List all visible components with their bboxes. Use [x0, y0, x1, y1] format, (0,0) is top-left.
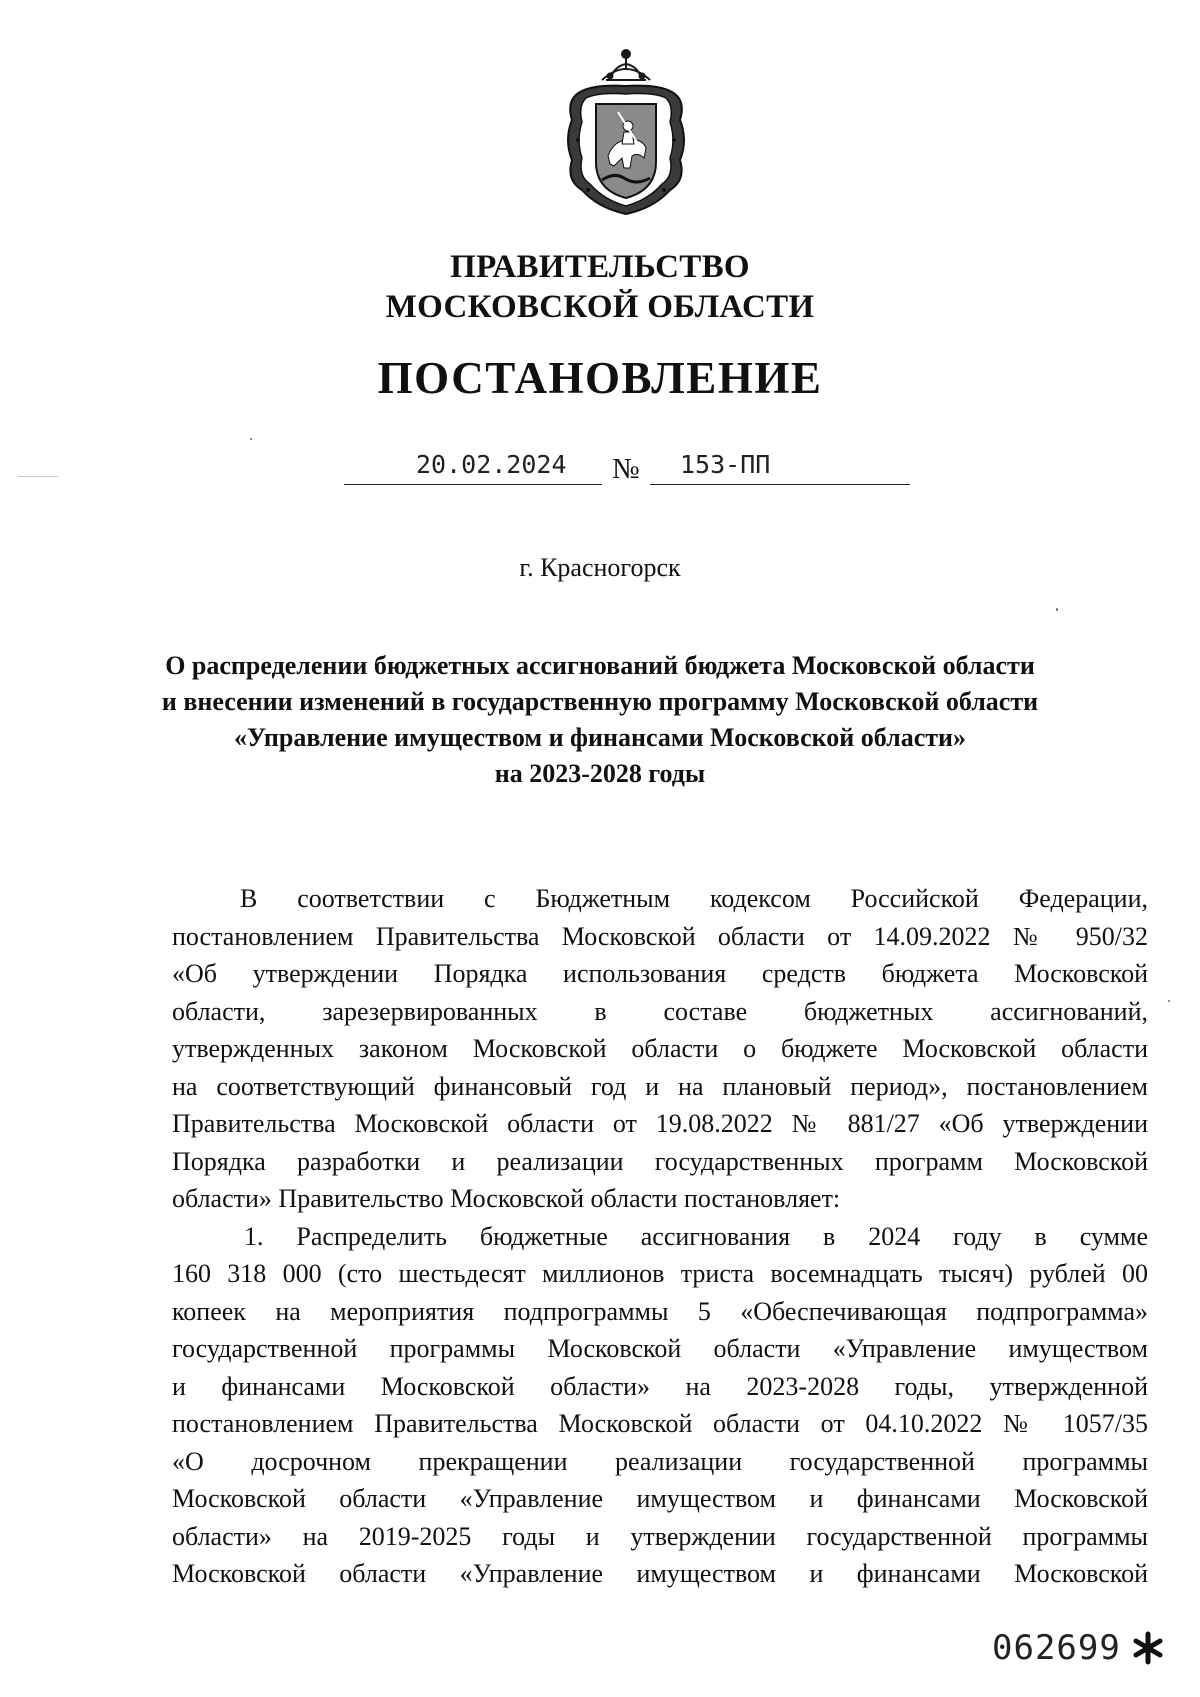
number-field	[650, 448, 910, 485]
body-line: постановлением Правительства Московской области от 14.09.2022 № 950/32	[172, 921, 1148, 951]
organization-name-line-1: ПРАВИТЕЛЬСТВО	[450, 249, 750, 285]
asterisk-icon	[1130, 1628, 1166, 1668]
number-sign: №	[612, 453, 640, 485]
body-line: государственной программы Московской области «Управление имуществом	[172, 1334, 1148, 1363]
body-line: 160 318 000 (сто шестьдесят миллионов триста восемнадцать тысяч) рублей 00	[172, 1259, 1148, 1288]
title-line: О распределении бюджетных ассигнований бюджета Московской области	[165, 651, 1035, 680]
body-line: утвержденных законом Московской области о бюджете Московской области	[172, 1034, 1148, 1063]
serial-number: 062699	[992, 1628, 1121, 1668]
body-line: «Об утверждении Порядка использования средств бюджета Московской	[172, 959, 1148, 988]
body-line: копеек на мероприятия подпрограммы 5 «Обеспечивающая подпрограмма»	[172, 1296, 1148, 1326]
title-line: на 2023-2028 годы	[494, 759, 706, 788]
body-line: В соответствии с Бюджетным кодексом Российской Федерации,	[240, 884, 1148, 913]
document-number: 153-ПП	[680, 450, 771, 479]
body-line: области, зарезервированных в составе бюджетных ассигнований,	[172, 996, 1148, 1026]
document-date: 20.02.2024	[416, 450, 567, 479]
body-line: Московской области «Управление имуществом и финансами Московской	[172, 1484, 1148, 1513]
scan-speck	[1056, 608, 1058, 611]
body-line: области» на 2019-2025 годы и утверждении государственной программы	[172, 1521, 1148, 1551]
scan-speck	[250, 438, 252, 440]
body-line: 1. Распределить бюджетные ассигнования в 2024 году в сумме	[244, 1221, 1148, 1251]
body-line: и финансами Московской области» на 2023-2028 годы, утвержденной	[172, 1371, 1148, 1401]
body-line: Порядка разработки и реализации государственных программ Московской	[172, 1146, 1148, 1176]
document-title	[120, 648, 1080, 792]
body-line: Правительства Московской области от 19.08.2022 № 881/27 «Об утверждении	[172, 1109, 1148, 1138]
document-type-heading: ПОСТАНОВЛЕНИЕ	[377, 353, 823, 403]
scan-speck	[18, 476, 58, 477]
date-field	[344, 448, 602, 485]
document-body	[172, 880, 1148, 1593]
scan-speck	[1168, 1000, 1170, 1002]
body-line: «О досрочном прекращении реализации государственной программы	[172, 1446, 1148, 1476]
coat-of-arms-icon	[558, 40, 694, 220]
title-line: «Управление имуществом и финансами Московской области»	[233, 723, 967, 752]
city-name: г. Красногорск	[519, 553, 681, 582]
body-line: области» Правительство Московской области постановляет:	[172, 1184, 841, 1213]
title-line: и внесении изменений в государственную программу Московской области	[161, 687, 1039, 716]
organization-name-line-2: МОСКОВСКОЙ ОБЛАСТИ	[385, 289, 815, 325]
body-line: постановлением Правительства Московской области от 04.10.2022 № 1057/35	[172, 1409, 1148, 1438]
body-line: Московской области «Управление имуществом и финансами Московской	[172, 1559, 1148, 1588]
body-line: на соответствующий финансовый год и на плановый период», постановлением	[172, 1071, 1148, 1101]
